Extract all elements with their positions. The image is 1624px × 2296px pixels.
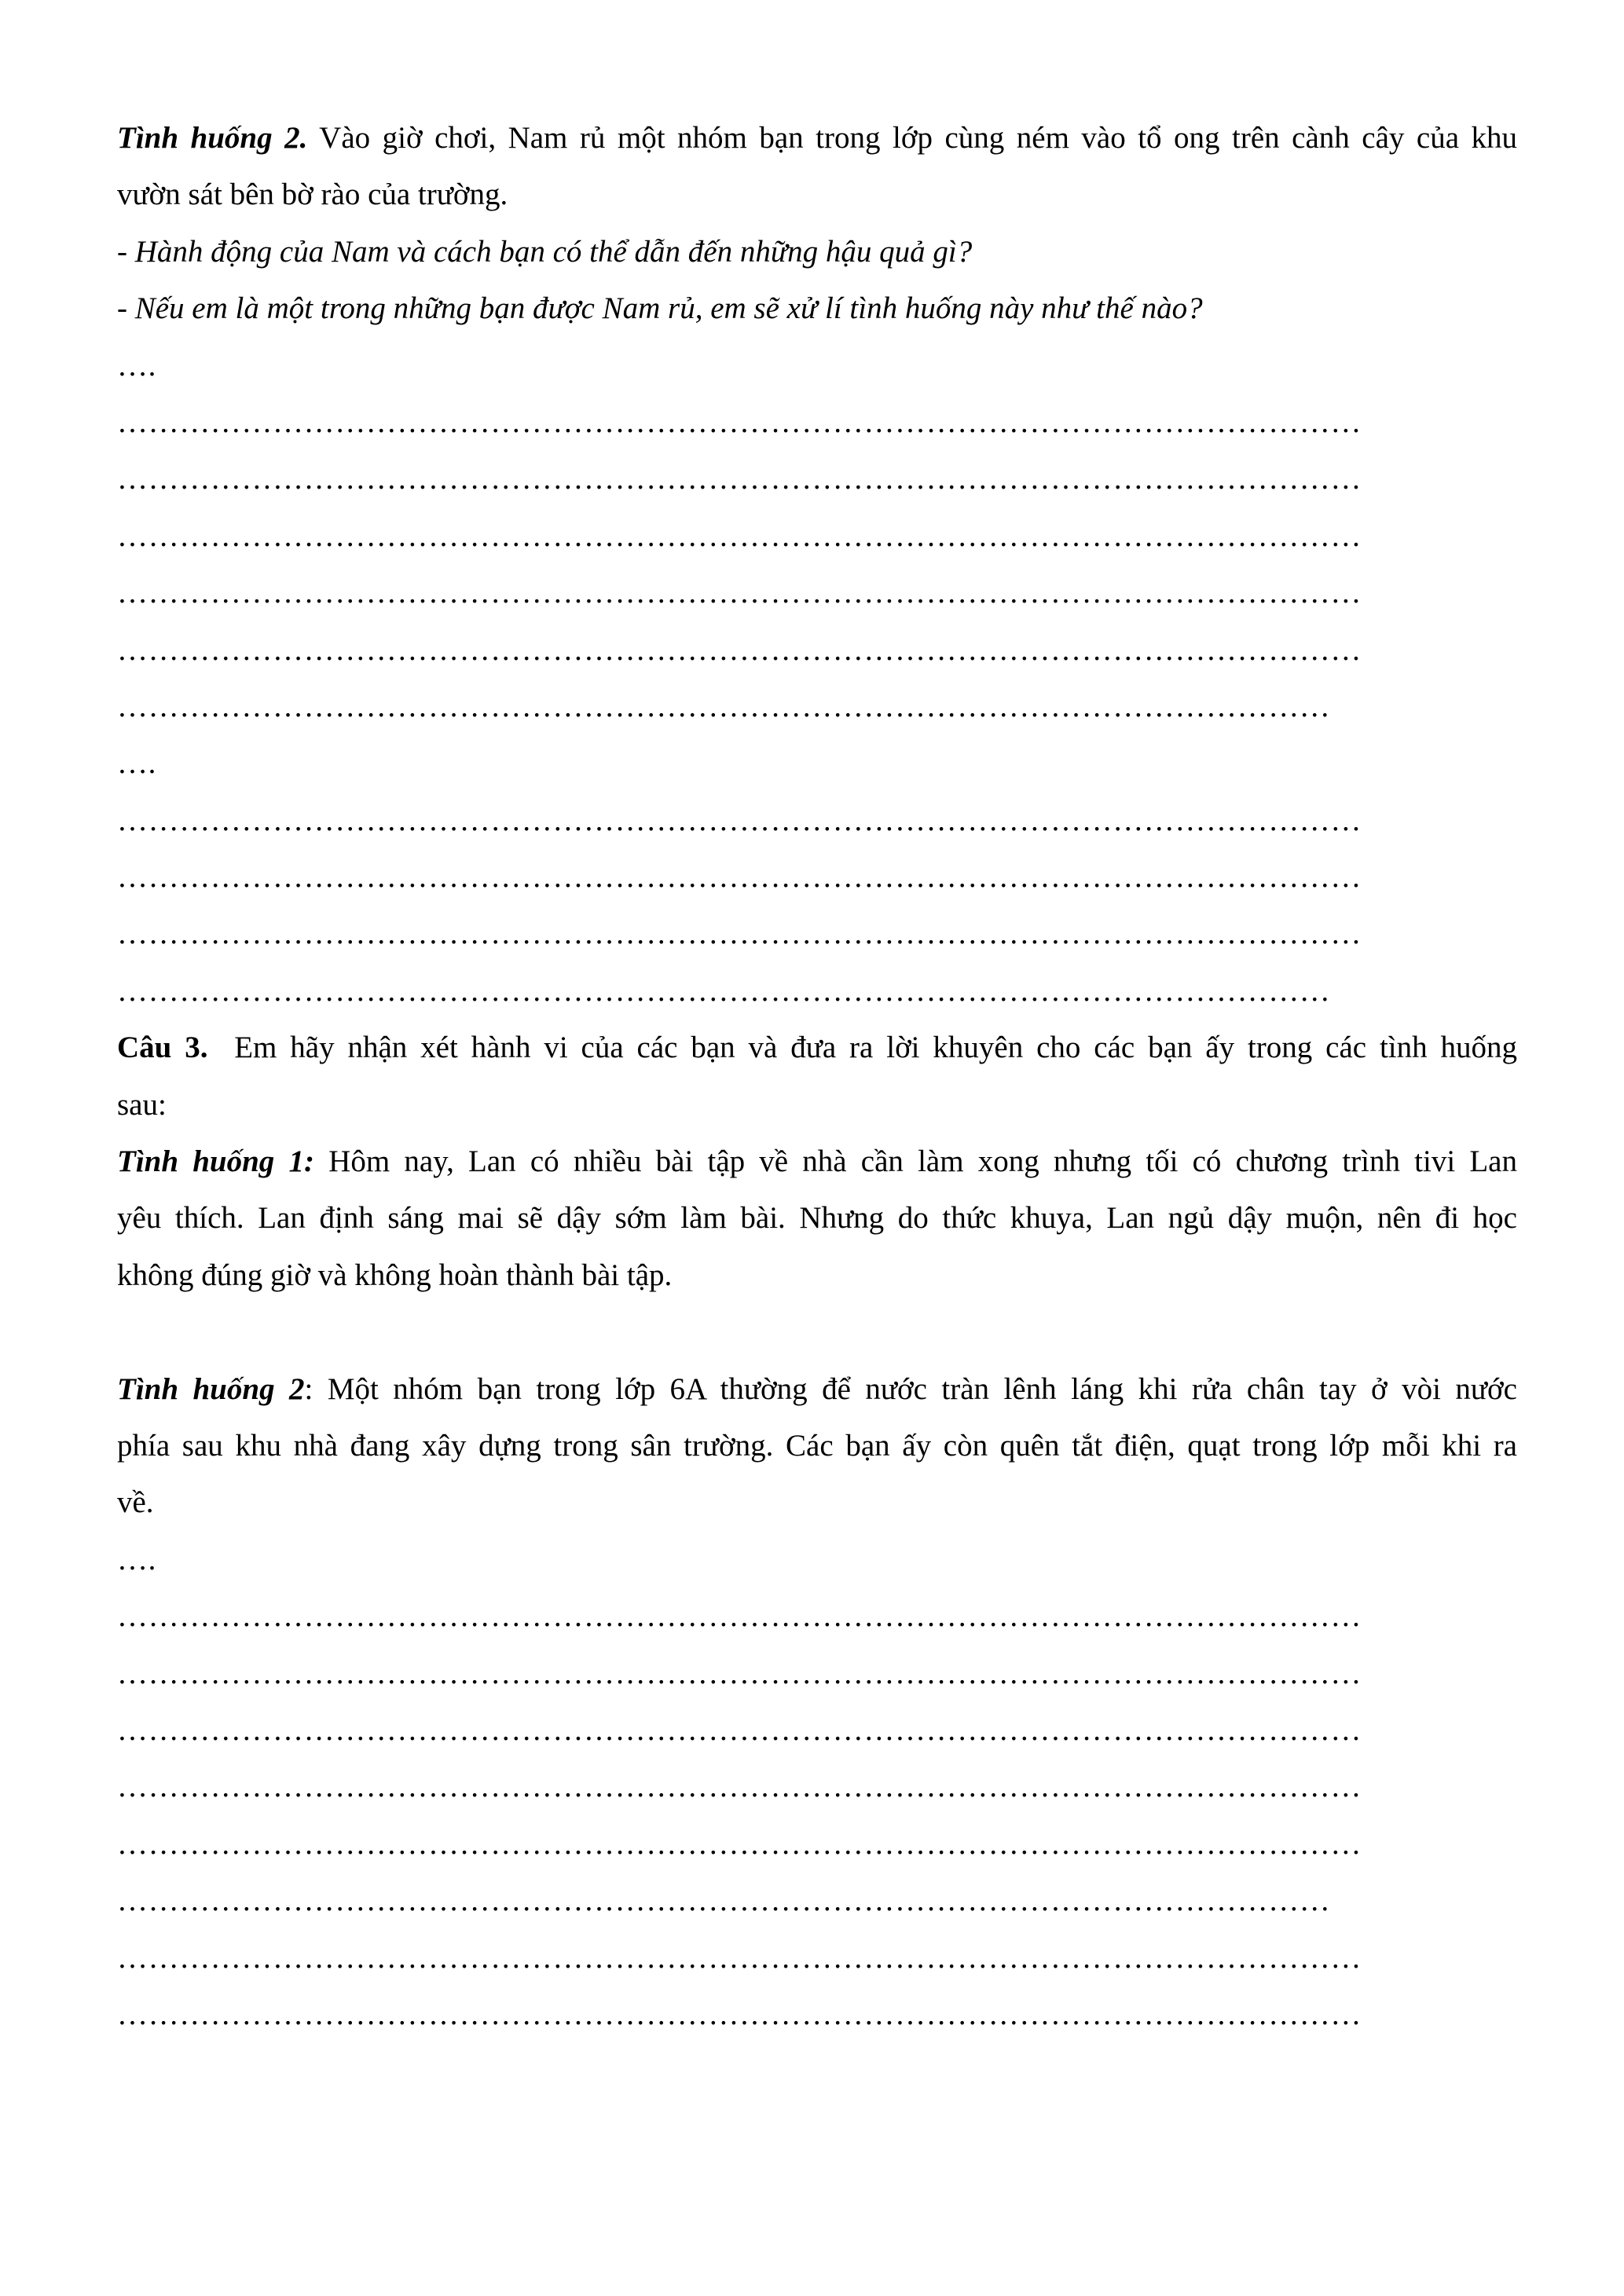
answer-line-short: ….: [117, 1542, 156, 1576]
answer-line: …………………………………………………………………………………………………………: [117, 518, 1362, 553]
answer-line: …………………………………………………………………………………………………………: [117, 1940, 1362, 1975]
answer-line: …………………………………………………………………………………………………………: [117, 1656, 1362, 1690]
situation-2-6a-line-3: về.: [117, 1485, 154, 1520]
answer-line: ………………………………………………………………………………………………………: [117, 689, 1331, 723]
situation-2-text: Vào giờ chơi, Nam rủ một nhóm bạn trong lớp cùng ném vào tổ ong trên cành cây của khu: [307, 121, 1517, 155]
situation-2-question-1: - Hành động của Nam và cách bạn có thể dẫn đến những hậu quả gì?: [117, 234, 973, 269]
answer-line: …………………………………………………………………………………………………………: [117, 1997, 1362, 2031]
situation-1-text: Hôm nay, Lan có nhiều bài tập về nhà cần làm xong nhưng tối có chương trình tivi Lan: [313, 1144, 1517, 1179]
answer-line-short: ….: [117, 746, 156, 781]
answer-line: ………………………………………………………………………………………………………: [117, 973, 1331, 1008]
answer-line: …………………………………………………………………………………………………………: [117, 1770, 1362, 1804]
situation-2-6a-label: Tình huống 2: [117, 1371, 305, 1406]
question-3-line-1: [117, 1020, 1517, 1076]
situation-2-question-2: - Nếu em là một trong những bạn được Nam rủ, em sẽ xử lí tình huống này như thế nào?: [117, 291, 1203, 326]
answer-line: …………………………………………………………………………………………………………: [117, 632, 1362, 667]
situation-1-lan-line-3: không đúng giờ và không hoàn thành bài tập.: [117, 1258, 673, 1292]
situation-1-lan-line-2: yêu thích. Lan định sáng mai sẽ dậy sớm làm bài. Nhưng do thức khuya, Lan ngủ dậy muộn, nên đi học: [117, 1201, 1517, 1236]
answer-line: …………………………………………………………………………………………………………: [117, 462, 1362, 496]
situation-2-label: Tình huống 2.: [117, 121, 308, 155]
paragraph-spacer: [117, 1304, 1517, 1360]
question-3-line-2: sau:: [117, 1087, 167, 1122]
answer-line: …………………………………………………………………………………………………………: [117, 1599, 1362, 1634]
worksheet-page: [117, 110, 1517, 2043]
answer-line: …………………………………………………………………………………………………………: [117, 1826, 1362, 1861]
situation-2-6a-text: : Một nhóm bạn trong lớp 6A thường để nước tràn lênh láng khi rửa chân tay ở vòi nước: [304, 1371, 1517, 1406]
situation-1-label: Tình huống 1:: [117, 1144, 314, 1179]
answer-line: …………………………………………………………………………………………………………: [117, 576, 1362, 610]
answer-line: …………………………………………………………………………………………………………: [117, 860, 1362, 895]
situation-2-nam-line-1: [117, 110, 1517, 167]
question-3-text: Em hãy nhận xét hành vi của các bạn và đưa ra lời khuyên cho các bạn ấy trong các tình huống: [207, 1031, 1517, 1065]
answer-line: ………………………………………………………………………………………………………: [117, 1884, 1331, 1918]
answer-line: …………………………………………………………………………………………………………: [117, 917, 1362, 951]
situation-2-6a-line-1: [117, 1361, 1517, 1418]
answer-line: …………………………………………………………………………………………………………: [117, 1712, 1362, 1747]
question-3-label: Câu 3.: [117, 1031, 208, 1065]
situation-2-nam-line-2: vườn sát bên bờ rào của trường.: [117, 178, 508, 212]
situation-2-6a-line-2: phía sau khu nhà đang xây dựng trong sân trường. Các bạn ấy còn quên tắt điện, quạt trong lớp mỗi khi ra: [117, 1428, 1517, 1463]
answer-line: …………………………………………………………………………………………………………: [117, 803, 1362, 837]
situation-1-lan-line-1: [117, 1133, 1517, 1190]
answer-line-short: ….: [117, 348, 156, 383]
answer-line: …………………………………………………………………………………………………………: [117, 405, 1362, 439]
